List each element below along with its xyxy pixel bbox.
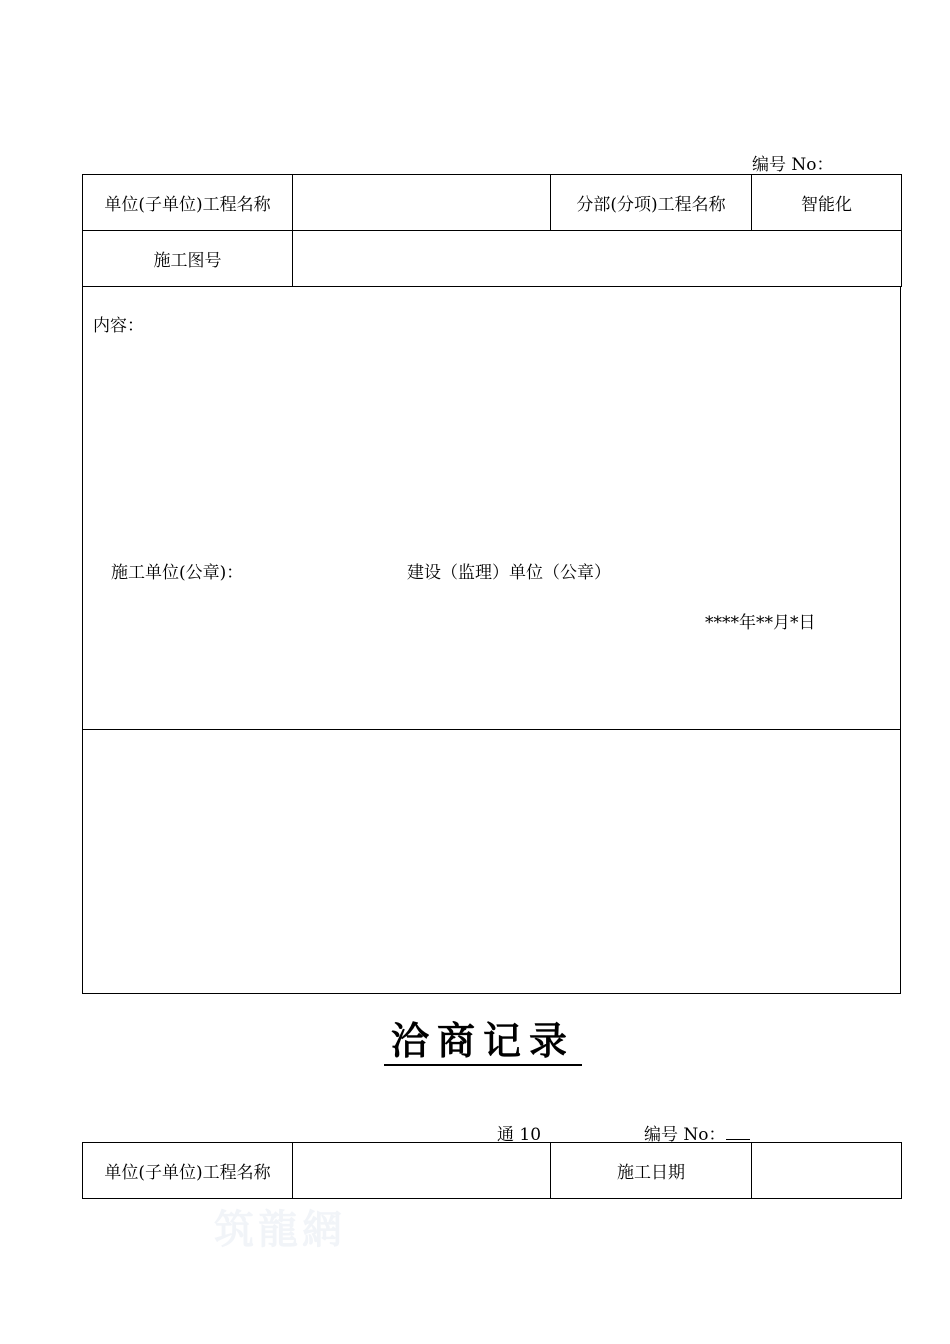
drawing-number-value[interactable] bbox=[293, 231, 902, 287]
document-number-label: 编号 No： bbox=[752, 155, 834, 175]
form-code: 通 10 bbox=[497, 1125, 542, 1145]
negotiation-row bbox=[83, 1143, 902, 1199]
drawing-number-label: 施工图号 bbox=[83, 231, 293, 287]
supervision-unit-seal-label: 建设（监理）单位（公章） bbox=[407, 563, 611, 583]
page-title: 洽商记录 bbox=[384, 1018, 582, 1066]
project-name-label: 单位(子单位)工程名称 bbox=[83, 175, 293, 231]
drawing-row bbox=[83, 231, 902, 287]
watermark-logo: 筑龍網 bbox=[214, 1206, 346, 1253]
number-blank-line[interactable] bbox=[726, 1124, 750, 1140]
project-info-table bbox=[82, 174, 902, 287]
content-section[interactable] bbox=[82, 286, 901, 730]
signature-date: ****年**月*日 bbox=[705, 613, 816, 633]
project-name-label-2: 单位(子单位)工程名称 bbox=[83, 1143, 293, 1199]
subproject-name-label: 分部(分项)工程名称 bbox=[551, 175, 752, 231]
construction-date-label: 施工日期 bbox=[551, 1143, 752, 1199]
bottom-number-label: 编号 No： bbox=[644, 1125, 726, 1145]
content-label: 内容： bbox=[93, 316, 144, 336]
project-row bbox=[83, 175, 902, 231]
construction-unit-seal-label: 施工单位(公章)： bbox=[111, 563, 244, 583]
negotiation-info-table bbox=[82, 1142, 902, 1199]
blank-section[interactable] bbox=[82, 729, 901, 994]
project-name-value-2[interactable] bbox=[293, 1143, 551, 1199]
subproject-name-value[interactable]: 智能化 bbox=[752, 175, 902, 231]
construction-date-value[interactable] bbox=[752, 1143, 902, 1199]
project-name-value[interactable] bbox=[293, 175, 551, 231]
